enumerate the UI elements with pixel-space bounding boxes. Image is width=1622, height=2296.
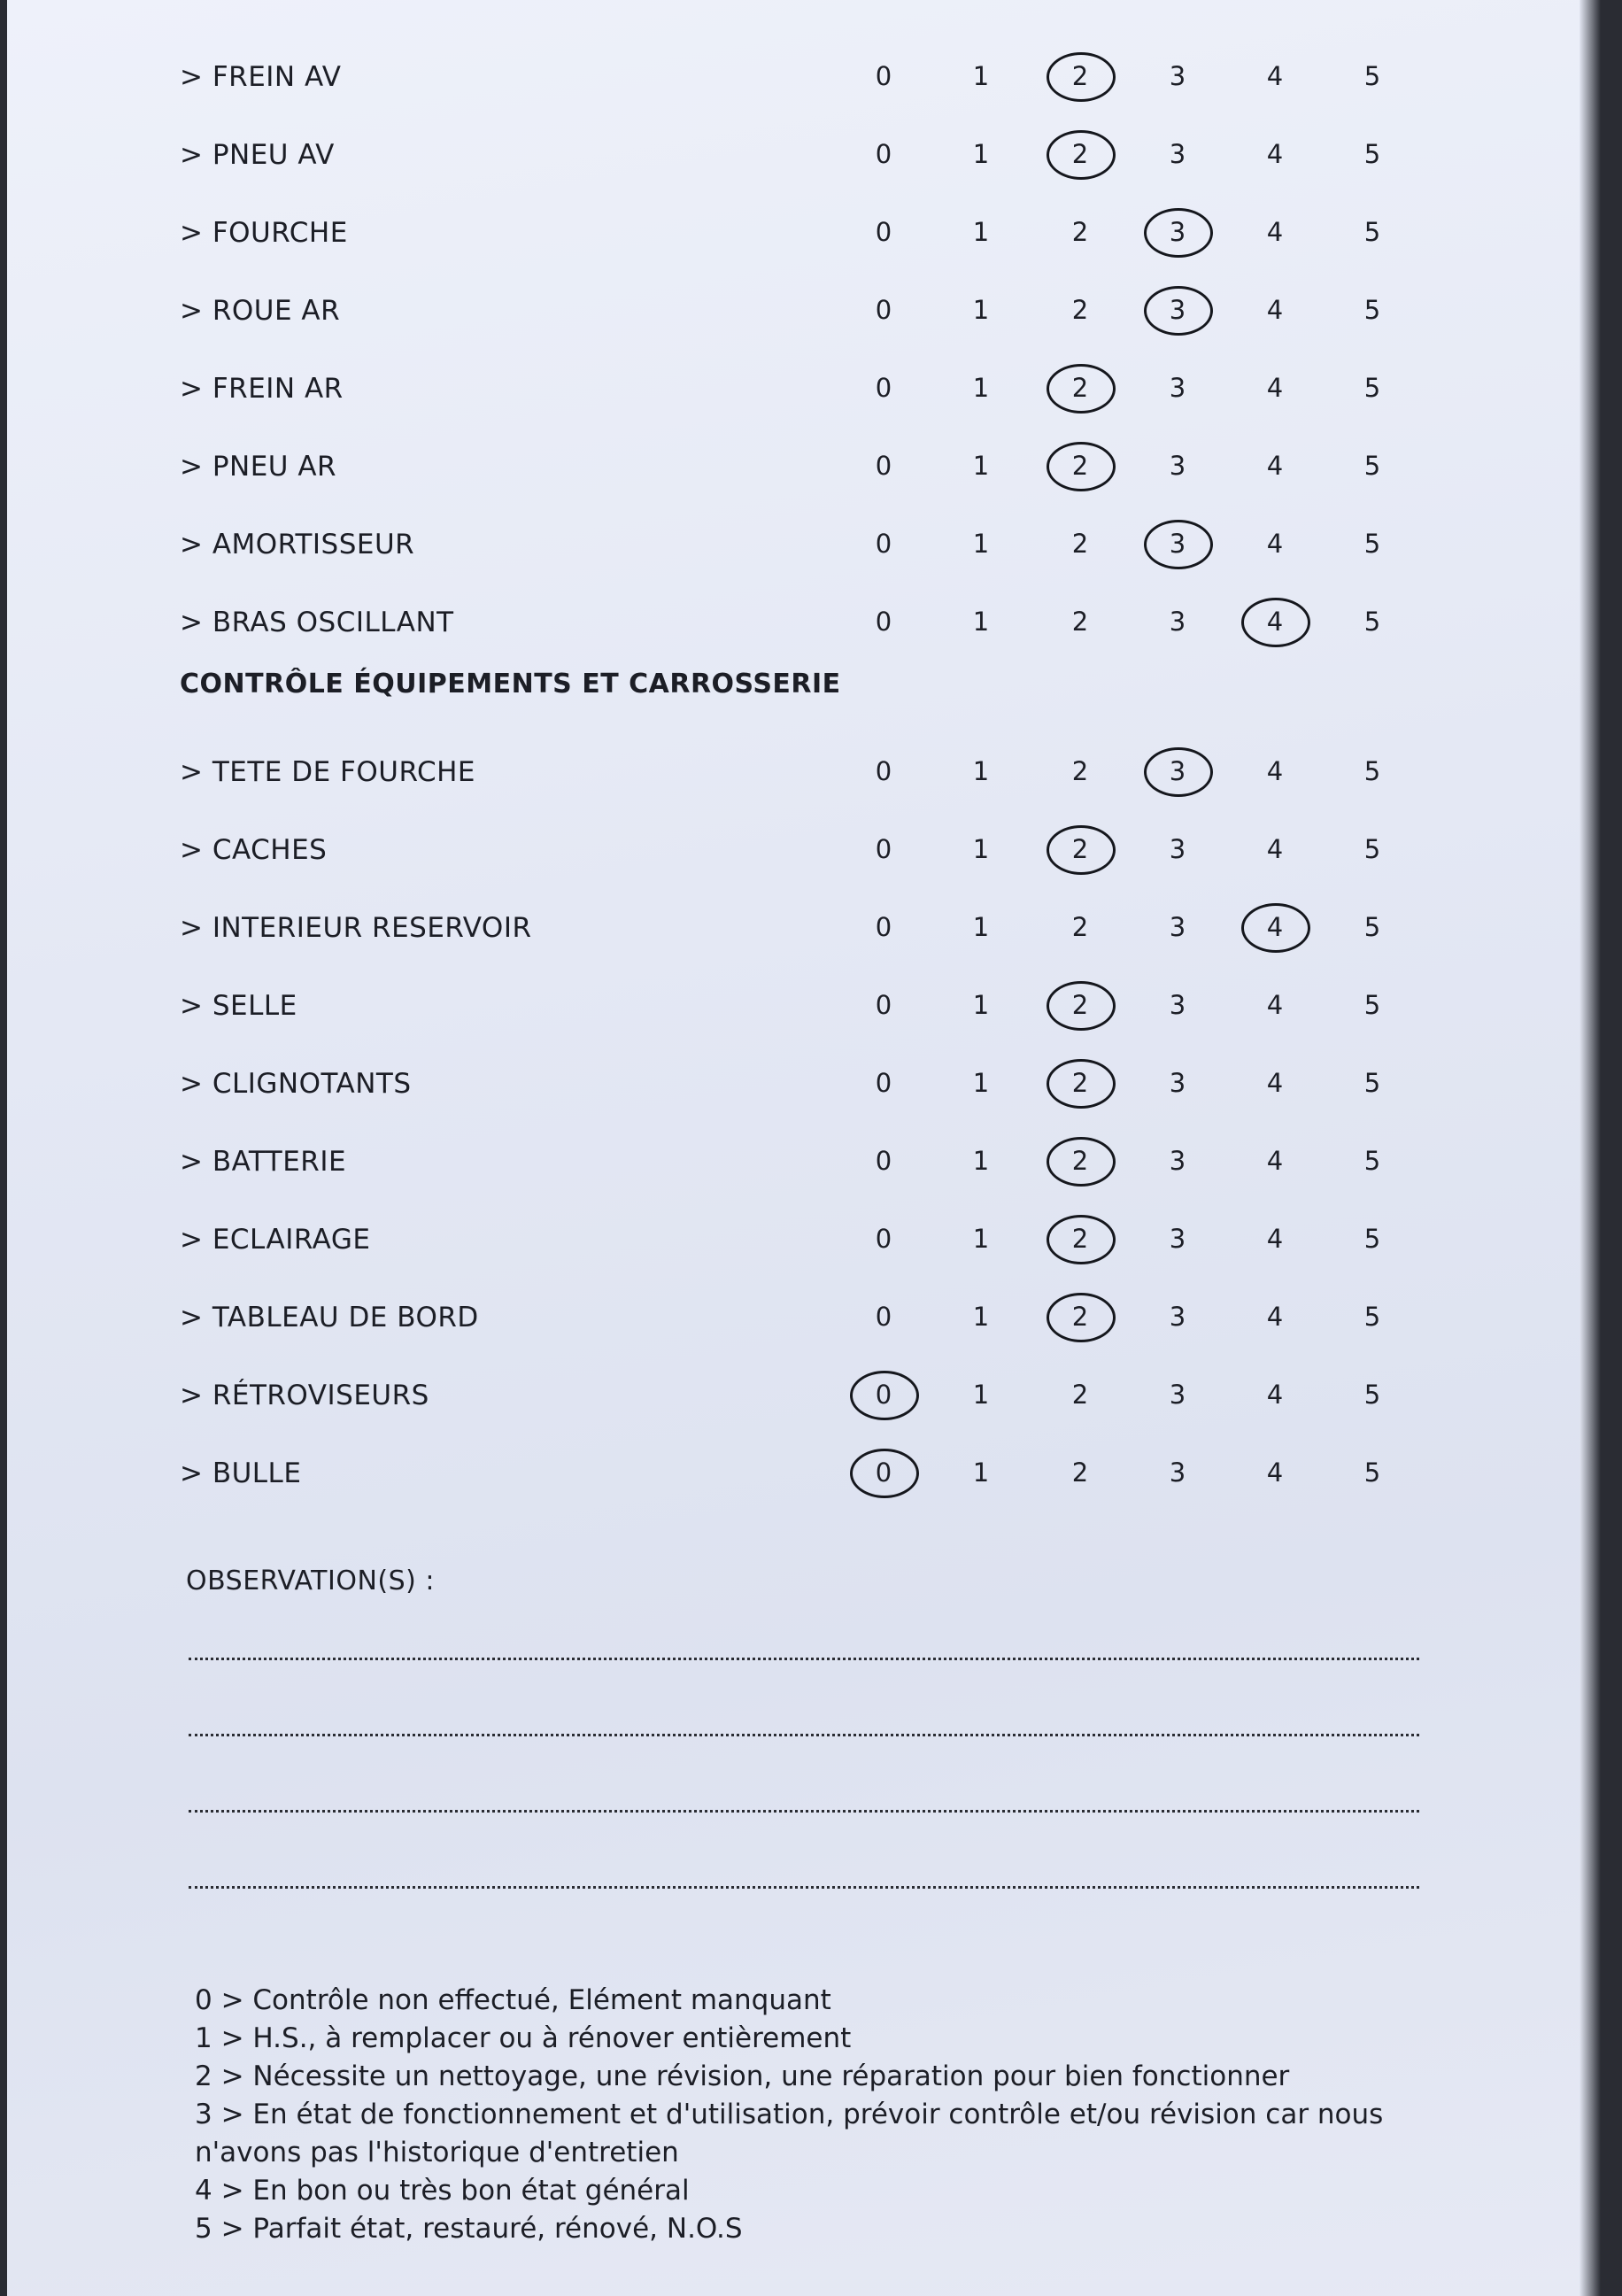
score-option[interactable]: 0 bbox=[875, 912, 892, 942]
score-option-selected[interactable]: 2 bbox=[1062, 1146, 1098, 1176]
score-option-selected[interactable]: 2 bbox=[1062, 451, 1098, 481]
score-option[interactable]: 3 bbox=[1169, 373, 1186, 403]
score-option[interactable]: 1 bbox=[972, 451, 990, 481]
score-option[interactable]: 1 bbox=[972, 1146, 990, 1176]
score-option[interactable]: 4 bbox=[1266, 1146, 1284, 1176]
score-option[interactable]: 2 bbox=[1071, 529, 1089, 559]
sheet-shadow-edge bbox=[1580, 0, 1601, 2296]
score-option[interactable]: 4 bbox=[1266, 451, 1284, 481]
score-option-selected[interactable]: 0 bbox=[866, 1457, 901, 1488]
score-option[interactable]: 3 bbox=[1169, 834, 1186, 864]
score-option[interactable]: 4 bbox=[1266, 990, 1284, 1020]
rating-row bbox=[7, 1133, 1601, 1187]
score-option[interactable]: 0 bbox=[875, 139, 892, 169]
legend-line: n'avons pas l'historique d'entretien bbox=[195, 2137, 679, 2168]
score-option[interactable]: 0 bbox=[875, 834, 892, 864]
rating-row bbox=[7, 1289, 1601, 1342]
rating-row bbox=[7, 900, 1601, 953]
score-option[interactable]: 3 bbox=[1169, 1146, 1186, 1176]
legend-line: 4 > En bon ou très bon état général bbox=[195, 2175, 690, 2207]
score-option-selected[interactable]: 2 bbox=[1062, 139, 1098, 169]
score-option[interactable]: 0 bbox=[875, 607, 892, 637]
score-option[interactable]: 0 bbox=[875, 1068, 892, 1098]
score-option[interactable]: 5 bbox=[1363, 1068, 1381, 1098]
score-option[interactable]: 3 bbox=[1169, 139, 1186, 169]
rating-row bbox=[7, 1055, 1601, 1109]
score-option[interactable]: 4 bbox=[1266, 61, 1284, 91]
observation-line bbox=[189, 1658, 1419, 1660]
score-option[interactable]: 4 bbox=[1266, 1457, 1284, 1488]
score-option[interactable]: 5 bbox=[1363, 529, 1381, 559]
legend-line: 3 > En état de fonctionnement et d'utilisation, prévoir contrôle et/ou révision car nous bbox=[195, 2099, 1384, 2130]
score-option[interactable]: 1 bbox=[972, 295, 990, 325]
score-option-selected[interactable]: 2 bbox=[1062, 1302, 1098, 1332]
score-option[interactable]: 5 bbox=[1363, 373, 1381, 403]
score-option[interactable]: 5 bbox=[1363, 61, 1381, 91]
score-option[interactable]: 1 bbox=[972, 990, 990, 1020]
score-option[interactable]: 1 bbox=[972, 139, 990, 169]
score-option[interactable]: 3 bbox=[1169, 912, 1186, 942]
score-option[interactable]: 1 bbox=[972, 1224, 990, 1254]
score-option-selected[interactable]: 3 bbox=[1160, 529, 1195, 559]
row-label: > FOURCHE bbox=[180, 217, 348, 249]
score-option[interactable]: 3 bbox=[1169, 1224, 1186, 1254]
score-option[interactable]: 5 bbox=[1363, 1224, 1381, 1254]
rating-row bbox=[7, 1445, 1601, 1498]
score-option[interactable]: 3 bbox=[1169, 1380, 1186, 1410]
score-option-selected[interactable]: 0 bbox=[866, 1380, 901, 1410]
score-option[interactable]: 3 bbox=[1169, 1302, 1186, 1332]
score-option-selected[interactable]: 2 bbox=[1062, 1224, 1098, 1254]
score-option-selected[interactable]: 2 bbox=[1062, 1068, 1098, 1098]
row-label: > RÉTROVISEURS bbox=[180, 1380, 429, 1411]
score-option[interactable]: 4 bbox=[1266, 1380, 1284, 1410]
rating-row bbox=[7, 282, 1601, 336]
rating-row bbox=[7, 127, 1601, 180]
score-option[interactable]: 0 bbox=[875, 1302, 892, 1332]
rating-row bbox=[7, 822, 1601, 875]
score-option[interactable]: 0 bbox=[875, 756, 892, 786]
rating-row bbox=[7, 594, 1601, 647]
rating-row bbox=[7, 205, 1601, 258]
score-option[interactable]: 4 bbox=[1266, 373, 1284, 403]
rating-row bbox=[7, 360, 1601, 414]
score-option[interactable]: 3 bbox=[1169, 607, 1186, 637]
score-option-selected[interactable]: 3 bbox=[1160, 756, 1195, 786]
row-label: > TABLEAU DE BORD bbox=[180, 1302, 479, 1334]
score-option[interactable]: 1 bbox=[972, 834, 990, 864]
rating-row bbox=[7, 744, 1601, 797]
score-option[interactable]: 5 bbox=[1363, 912, 1381, 942]
score-option[interactable]: 2 bbox=[1071, 756, 1089, 786]
score-option[interactable]: 0 bbox=[875, 295, 892, 325]
score-option[interactable]: 0 bbox=[875, 217, 892, 247]
score-option[interactable]: 0 bbox=[875, 451, 892, 481]
row-label: > INTERIEUR RESERVOIR bbox=[180, 912, 532, 944]
row-label: > CLIGNOTANTS bbox=[180, 1068, 412, 1100]
row-label: > PNEU AV bbox=[180, 139, 335, 171]
row-label: > BRAS OSCILLANT bbox=[180, 607, 454, 638]
score-option[interactable]: 4 bbox=[1266, 529, 1284, 559]
score-option[interactable]: 1 bbox=[972, 1457, 990, 1488]
score-option[interactable]: 2 bbox=[1071, 607, 1089, 637]
score-option[interactable]: 5 bbox=[1363, 217, 1381, 247]
section-title: CONTRÔLE ÉQUIPEMENTS ET CARROSSERIE bbox=[180, 669, 841, 700]
row-label: > TETE DE FOURCHE bbox=[180, 756, 475, 788]
score-option[interactable]: 4 bbox=[1266, 834, 1284, 864]
row-label: > AMORTISSEUR bbox=[180, 529, 415, 560]
score-option-selected[interactable]: 3 bbox=[1160, 217, 1195, 247]
score-option[interactable]: 5 bbox=[1363, 990, 1381, 1020]
observation-line bbox=[189, 1886, 1419, 1889]
score-option[interactable]: 1 bbox=[972, 61, 990, 91]
legend-line: 0 > Contrôle non effectué, Elément manquant bbox=[195, 1984, 831, 2016]
score-option[interactable]: 4 bbox=[1266, 217, 1284, 247]
row-label: > FREIN AV bbox=[180, 61, 342, 93]
score-option[interactable]: 4 bbox=[1266, 1224, 1284, 1254]
score-option[interactable]: 4 bbox=[1266, 1068, 1284, 1098]
row-label: > ROUE AR bbox=[180, 295, 341, 327]
score-option[interactable]: 5 bbox=[1363, 451, 1381, 481]
row-label: > ECLAIRAGE bbox=[180, 1224, 371, 1256]
score-option[interactable]: 3 bbox=[1169, 990, 1186, 1020]
score-option[interactable]: 4 bbox=[1266, 139, 1284, 169]
score-option[interactable]: 5 bbox=[1363, 1380, 1381, 1410]
score-option[interactable]: 1 bbox=[972, 607, 990, 637]
score-option[interactable]: 2 bbox=[1071, 217, 1089, 247]
legend-line: 1 > H.S., à remplacer ou à rénover entièrement bbox=[195, 2022, 852, 2054]
observations-label: OBSERVATION(S) : bbox=[186, 1565, 435, 1596]
rating-row bbox=[7, 438, 1601, 491]
score-option-selected[interactable]: 2 bbox=[1062, 61, 1098, 91]
score-option[interactable]: 5 bbox=[1363, 139, 1381, 169]
score-option[interactable]: 0 bbox=[875, 1146, 892, 1176]
score-option[interactable]: 0 bbox=[875, 61, 892, 91]
score-option[interactable]: 4 bbox=[1266, 295, 1284, 325]
score-option[interactable]: 0 bbox=[875, 373, 892, 403]
score-option[interactable]: 5 bbox=[1363, 1146, 1381, 1176]
score-option[interactable]: 5 bbox=[1363, 607, 1381, 637]
inspection-sheet bbox=[7, 0, 1601, 2296]
score-option-selected[interactable]: 2 bbox=[1062, 834, 1098, 864]
score-option[interactable]: 0 bbox=[875, 990, 892, 1020]
legend bbox=[195, 1982, 1434, 2248]
score-option[interactable]: 4 bbox=[1266, 1302, 1284, 1332]
score-option-selected[interactable]: 4 bbox=[1257, 607, 1293, 637]
score-option[interactable]: 0 bbox=[875, 1224, 892, 1254]
score-option[interactable]: 5 bbox=[1363, 756, 1381, 786]
row-label: > SELLE bbox=[180, 990, 297, 1022]
row-label: > BULLE bbox=[180, 1457, 302, 1489]
rating-row bbox=[7, 1367, 1601, 1420]
score-option[interactable]: 0 bbox=[875, 529, 892, 559]
score-option[interactable]: 1 bbox=[972, 912, 990, 942]
score-option[interactable]: 1 bbox=[972, 1068, 990, 1098]
row-label: > BATTERIE bbox=[180, 1146, 347, 1178]
score-option[interactable]: 3 bbox=[1169, 1457, 1186, 1488]
observation-line bbox=[189, 1810, 1419, 1813]
observation-line bbox=[189, 1734, 1419, 1736]
score-option[interactable]: 1 bbox=[972, 529, 990, 559]
score-option[interactable]: 1 bbox=[972, 1380, 990, 1410]
legend-line: 5 > Parfait état, restauré, rénové, N.O.S bbox=[195, 2213, 743, 2245]
score-option[interactable]: 5 bbox=[1363, 834, 1381, 864]
score-option[interactable]: 1 bbox=[972, 756, 990, 786]
score-option[interactable]: 4 bbox=[1266, 756, 1284, 786]
score-option[interactable]: 2 bbox=[1071, 1380, 1089, 1410]
score-option[interactable]: 2 bbox=[1071, 912, 1089, 942]
rating-row bbox=[7, 516, 1601, 569]
score-option[interactable]: 3 bbox=[1169, 61, 1186, 91]
score-option[interactable]: 1 bbox=[972, 373, 990, 403]
row-label: > PNEU AR bbox=[180, 451, 337, 483]
rating-row bbox=[7, 49, 1601, 102]
score-option-selected[interactable]: 4 bbox=[1257, 912, 1293, 942]
score-option-selected[interactable]: 2 bbox=[1062, 373, 1098, 403]
score-option[interactable]: 2 bbox=[1071, 1457, 1089, 1488]
score-option[interactable]: 1 bbox=[972, 217, 990, 247]
score-option[interactable]: 5 bbox=[1363, 1302, 1381, 1332]
score-option[interactable]: 5 bbox=[1363, 1457, 1381, 1488]
rating-row bbox=[7, 1211, 1601, 1264]
row-label: > FREIN AR bbox=[180, 373, 344, 405]
row-label: > CACHES bbox=[180, 834, 328, 866]
score-option[interactable]: 5 bbox=[1363, 295, 1381, 325]
score-option[interactable]: 3 bbox=[1169, 1068, 1186, 1098]
score-option[interactable]: 2 bbox=[1071, 295, 1089, 325]
score-option[interactable]: 1 bbox=[972, 1302, 990, 1332]
score-option-selected[interactable]: 2 bbox=[1062, 990, 1098, 1020]
rating-row bbox=[7, 978, 1601, 1031]
score-option[interactable]: 3 bbox=[1169, 451, 1186, 481]
legend-line: 2 > Nécessite un nettoyage, une révision, une réparation pour bien fonctionner bbox=[195, 2060, 1290, 2092]
score-option-selected[interactable]: 3 bbox=[1160, 295, 1195, 325]
